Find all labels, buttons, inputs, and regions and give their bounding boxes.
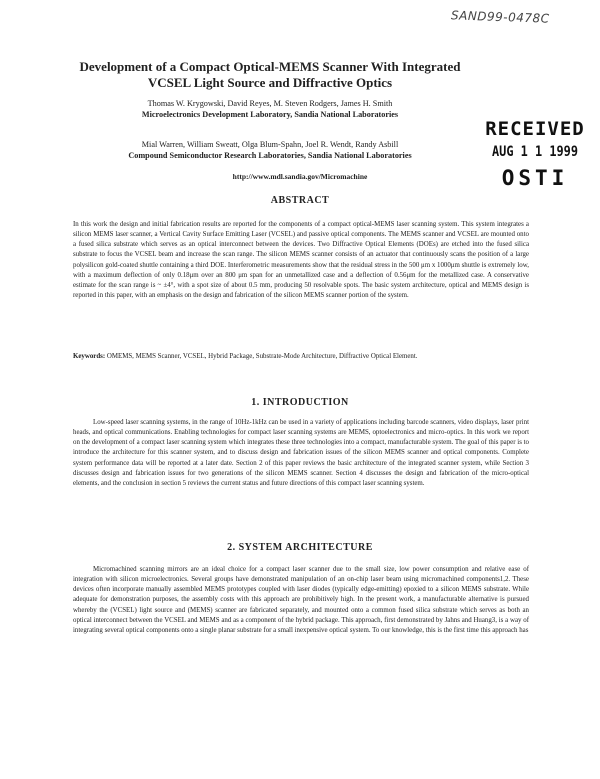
author-affiliation-2: Compound Semiconductor Research Laboratories, Sandia National Laboratories [128,150,412,160]
section-1-heading: 1. INTRODUCTION [251,397,349,408]
website-link[interactable]: http://www.mdl.sandia.gov/Micromachine [232,172,368,181]
keywords-label: Keywords: [73,353,106,360]
keywords-list: OMEMS, MEMS Scanner, VCSEL, Hybrid Package, Substrate-Mode Architecture, Diffractive Optical Element. [106,353,418,360]
author-affiliation-1: Microelectronics Development Laboratory, Sandia National Laboratories [141,109,399,119]
section-2-heading: 2. SYSTEM ARCHITECTURE [227,542,373,553]
stamp-received: RECEIVED [485,118,585,140]
stamp-date: AUG 1 1 1999 [492,144,578,160]
author-names-1: Thomas W. Krygowski, David Reyes, M. Steven Rodgers, James H. Smith [147,99,393,108]
document-number-handwritten: SAND99-0478C [451,8,551,26]
author-names-2: Mial Warren, William Sweatt, Olga Blum-Spahn, Joel R. Wendt, Randy Asbill [141,140,399,149]
stamp-osti: OSTI [501,166,569,190]
section-2-text: Micromachined scanning mirrors are an ideal choice for a compact laser scanner due to the small size, low power consumption and relative ease of integration with silicon microelectronics. Several groups have demonstrated manipulation of an on-chip laser beam using micromachined components1,2. These devices often incorporate manually assembled MEMS prototypes coupled with laser diodes (typically edge-emitting) epoxied to a silicon MEMS substrate. While adequate for demonstration purposes, the assembly costs with this approach are prohibitively high. In the present work, a manufacturable alternative is pursued whereby the (VCSEL) light source and (MEMS) scanner are fabricated separately, and mounted onto a common fused silica substrate which serves as both an optical interconnect between the VCSEL and MEMS and as a component of the hybrid package. This approach, first demonstrated by Jahns and Huang3, is a way of integrating several optical components onto a single planar substrate for a small inexpensive optical system. To our knowledge, this is the first time this approach has [73,566,529,634]
abstract-heading: ABSTRACT [270,195,330,206]
paper-title: Development of a Compact Optical-MEMS Scanner With Integrated VCSEL Light Source and Diffractive Optics [79,59,461,90]
abstract-text: In this work the design and initial fabrication results are reported for the components of a compact optical-MEMS laser scanning system. This system integrates a silicon MEMS laser scanner, a Vertical Cavity Surface Emitting Laser (VCSEL) and passive optical components. The MEMS scanner and VCSEL are mounted onto a fused silica substrate which serves as an optical interconnect between the devices. Two Diffractive Optical Elements (DOEs) are etched into the fused silica substrate to focus the VCSEL beam and increase the scan range. The silicon MEMS scanner consists of an actuator that continuously scans the position of a large polysilicon gold-coated shuttle containing a third DOE. Interferometric measurements show that the residual stress in the 500 μm x 1000μm shuttle is extremely low, with a maximum deflection of only 0.18μm over an 800 μm span for an unmetallized case and a deflection of 0.56μm for the metallized case. A conservative estimate for the scan range is ~ ±4°, with a spot size of about 0.5 mm, producing 50 resolvable spots. The basic system architecture, optical and MEMS design is reported in this paper, with an emphasis on the design and fabrication of the silicon MEMS scanner portion of the system. [73,221,529,300]
section-1-text: Low-speed laser scanning systems, in the range of 10Hz-1kHz can be used in a variety of applications including barcode scanners, video displays, laser print heads, and optical communications. Enabling technologies for compact laser scanning systems are MEMS, optoelectronics and micro-optics. In this work we report on the development of a compact laser scanning system which integrates these three technologies into a compact, manufacturable system. The goal of this paper is to introduce the architecture for this scanner system, and to discuss design and fabrication issues of the silicon MEMS scanner and optical components. Complete system performance data will be reported at a later date. Section 2 of this paper reviews the basic architecture of the integrated scanner system, while Section 3 discusses design and fabrication issues for two generations of the silicon MEMS scanner. Section 4 discusses the design and fabrication of the micro-optical elements, and the conclusion in section 5 reviews the current status and future directions of this compact laser scanning system. [73,419,529,487]
keywords [73,352,529,362]
author-block-2 [0,140,540,161]
author-block-1 [0,99,540,120]
